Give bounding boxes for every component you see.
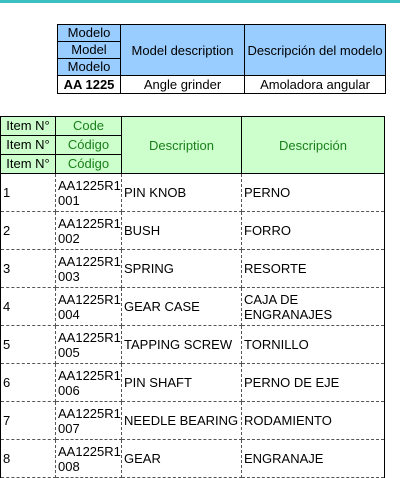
part-descripcion: PERNO DE EJE bbox=[242, 364, 385, 402]
item-header: Item N° bbox=[1, 155, 56, 174]
parts-body bbox=[1, 174, 385, 478]
part-code: AA1225R1003 bbox=[56, 250, 122, 288]
descripcion-modelo: Amoladora angular bbox=[245, 76, 386, 94]
modelo-label: Modelo bbox=[58, 25, 121, 42]
part-code: AA1225R1001 bbox=[56, 174, 122, 212]
part-code: AA1225R1005 bbox=[56, 326, 122, 364]
part-descripcion: PERNO bbox=[242, 174, 385, 212]
part-description: SPRING bbox=[122, 250, 242, 288]
code-header: Código bbox=[56, 136, 122, 155]
item-number: 1 bbox=[1, 174, 56, 212]
table-row bbox=[1, 288, 385, 326]
part-descripcion: FORRO bbox=[242, 212, 385, 250]
item-header: Item N° bbox=[1, 136, 56, 155]
model-label: Model bbox=[58, 42, 121, 59]
part-description: PIN SHAFT bbox=[122, 364, 242, 402]
item-number: 2 bbox=[1, 212, 56, 250]
part-description: GEAR CASE bbox=[122, 288, 242, 326]
table-row bbox=[1, 440, 385, 478]
item-number: 4 bbox=[1, 288, 56, 326]
table-row bbox=[1, 364, 385, 402]
table-row bbox=[1, 402, 385, 440]
part-code: AA1225R1006 bbox=[56, 364, 122, 402]
parts-table bbox=[0, 116, 385, 478]
part-code: AA1225R1004 bbox=[56, 288, 122, 326]
model-code: AA 1225 bbox=[58, 76, 121, 94]
model-table bbox=[57, 24, 386, 94]
table-row bbox=[1, 212, 385, 250]
part-descripcion: ENGRANAJE bbox=[242, 440, 385, 478]
part-description: GEAR bbox=[122, 440, 242, 478]
item-header: Item N° bbox=[1, 117, 56, 136]
description-header: Description bbox=[122, 117, 242, 174]
model-description-header: Model description bbox=[121, 25, 245, 76]
item-number: 8 bbox=[1, 440, 56, 478]
top-rule bbox=[0, 0, 400, 3]
descripcion-modelo-header: Descripción del modelo bbox=[245, 25, 386, 76]
part-code: AA1225R1002 bbox=[56, 212, 122, 250]
part-descripcion: RESORTE bbox=[242, 250, 385, 288]
table-row bbox=[1, 174, 385, 212]
descripcion-header: Descripción bbox=[242, 117, 385, 174]
part-description: TAPPING SCREW bbox=[122, 326, 242, 364]
table-row bbox=[1, 326, 385, 364]
item-number: 5 bbox=[1, 326, 56, 364]
part-description: PIN KNOB bbox=[122, 174, 242, 212]
table-row bbox=[1, 250, 385, 288]
code-header: Código bbox=[56, 155, 122, 174]
part-code: AA1225R1008 bbox=[56, 440, 122, 478]
item-number: 6 bbox=[1, 364, 56, 402]
modelo-label: Modelo bbox=[58, 59, 121, 76]
part-code: AA1225R1007 bbox=[56, 402, 122, 440]
part-descripcion: CAJA DE ENGRANAJES bbox=[242, 288, 385, 326]
model-description: Angle grinder bbox=[121, 76, 245, 94]
item-number: 3 bbox=[1, 250, 56, 288]
item-number: 7 bbox=[1, 402, 56, 440]
part-descripcion: TORNILLO bbox=[242, 326, 385, 364]
part-descripcion: RODAMIENTO bbox=[242, 402, 385, 440]
part-description: BUSH bbox=[122, 212, 242, 250]
code-header: Code bbox=[56, 117, 122, 136]
part-description: NEEDLE BEARING bbox=[122, 402, 242, 440]
